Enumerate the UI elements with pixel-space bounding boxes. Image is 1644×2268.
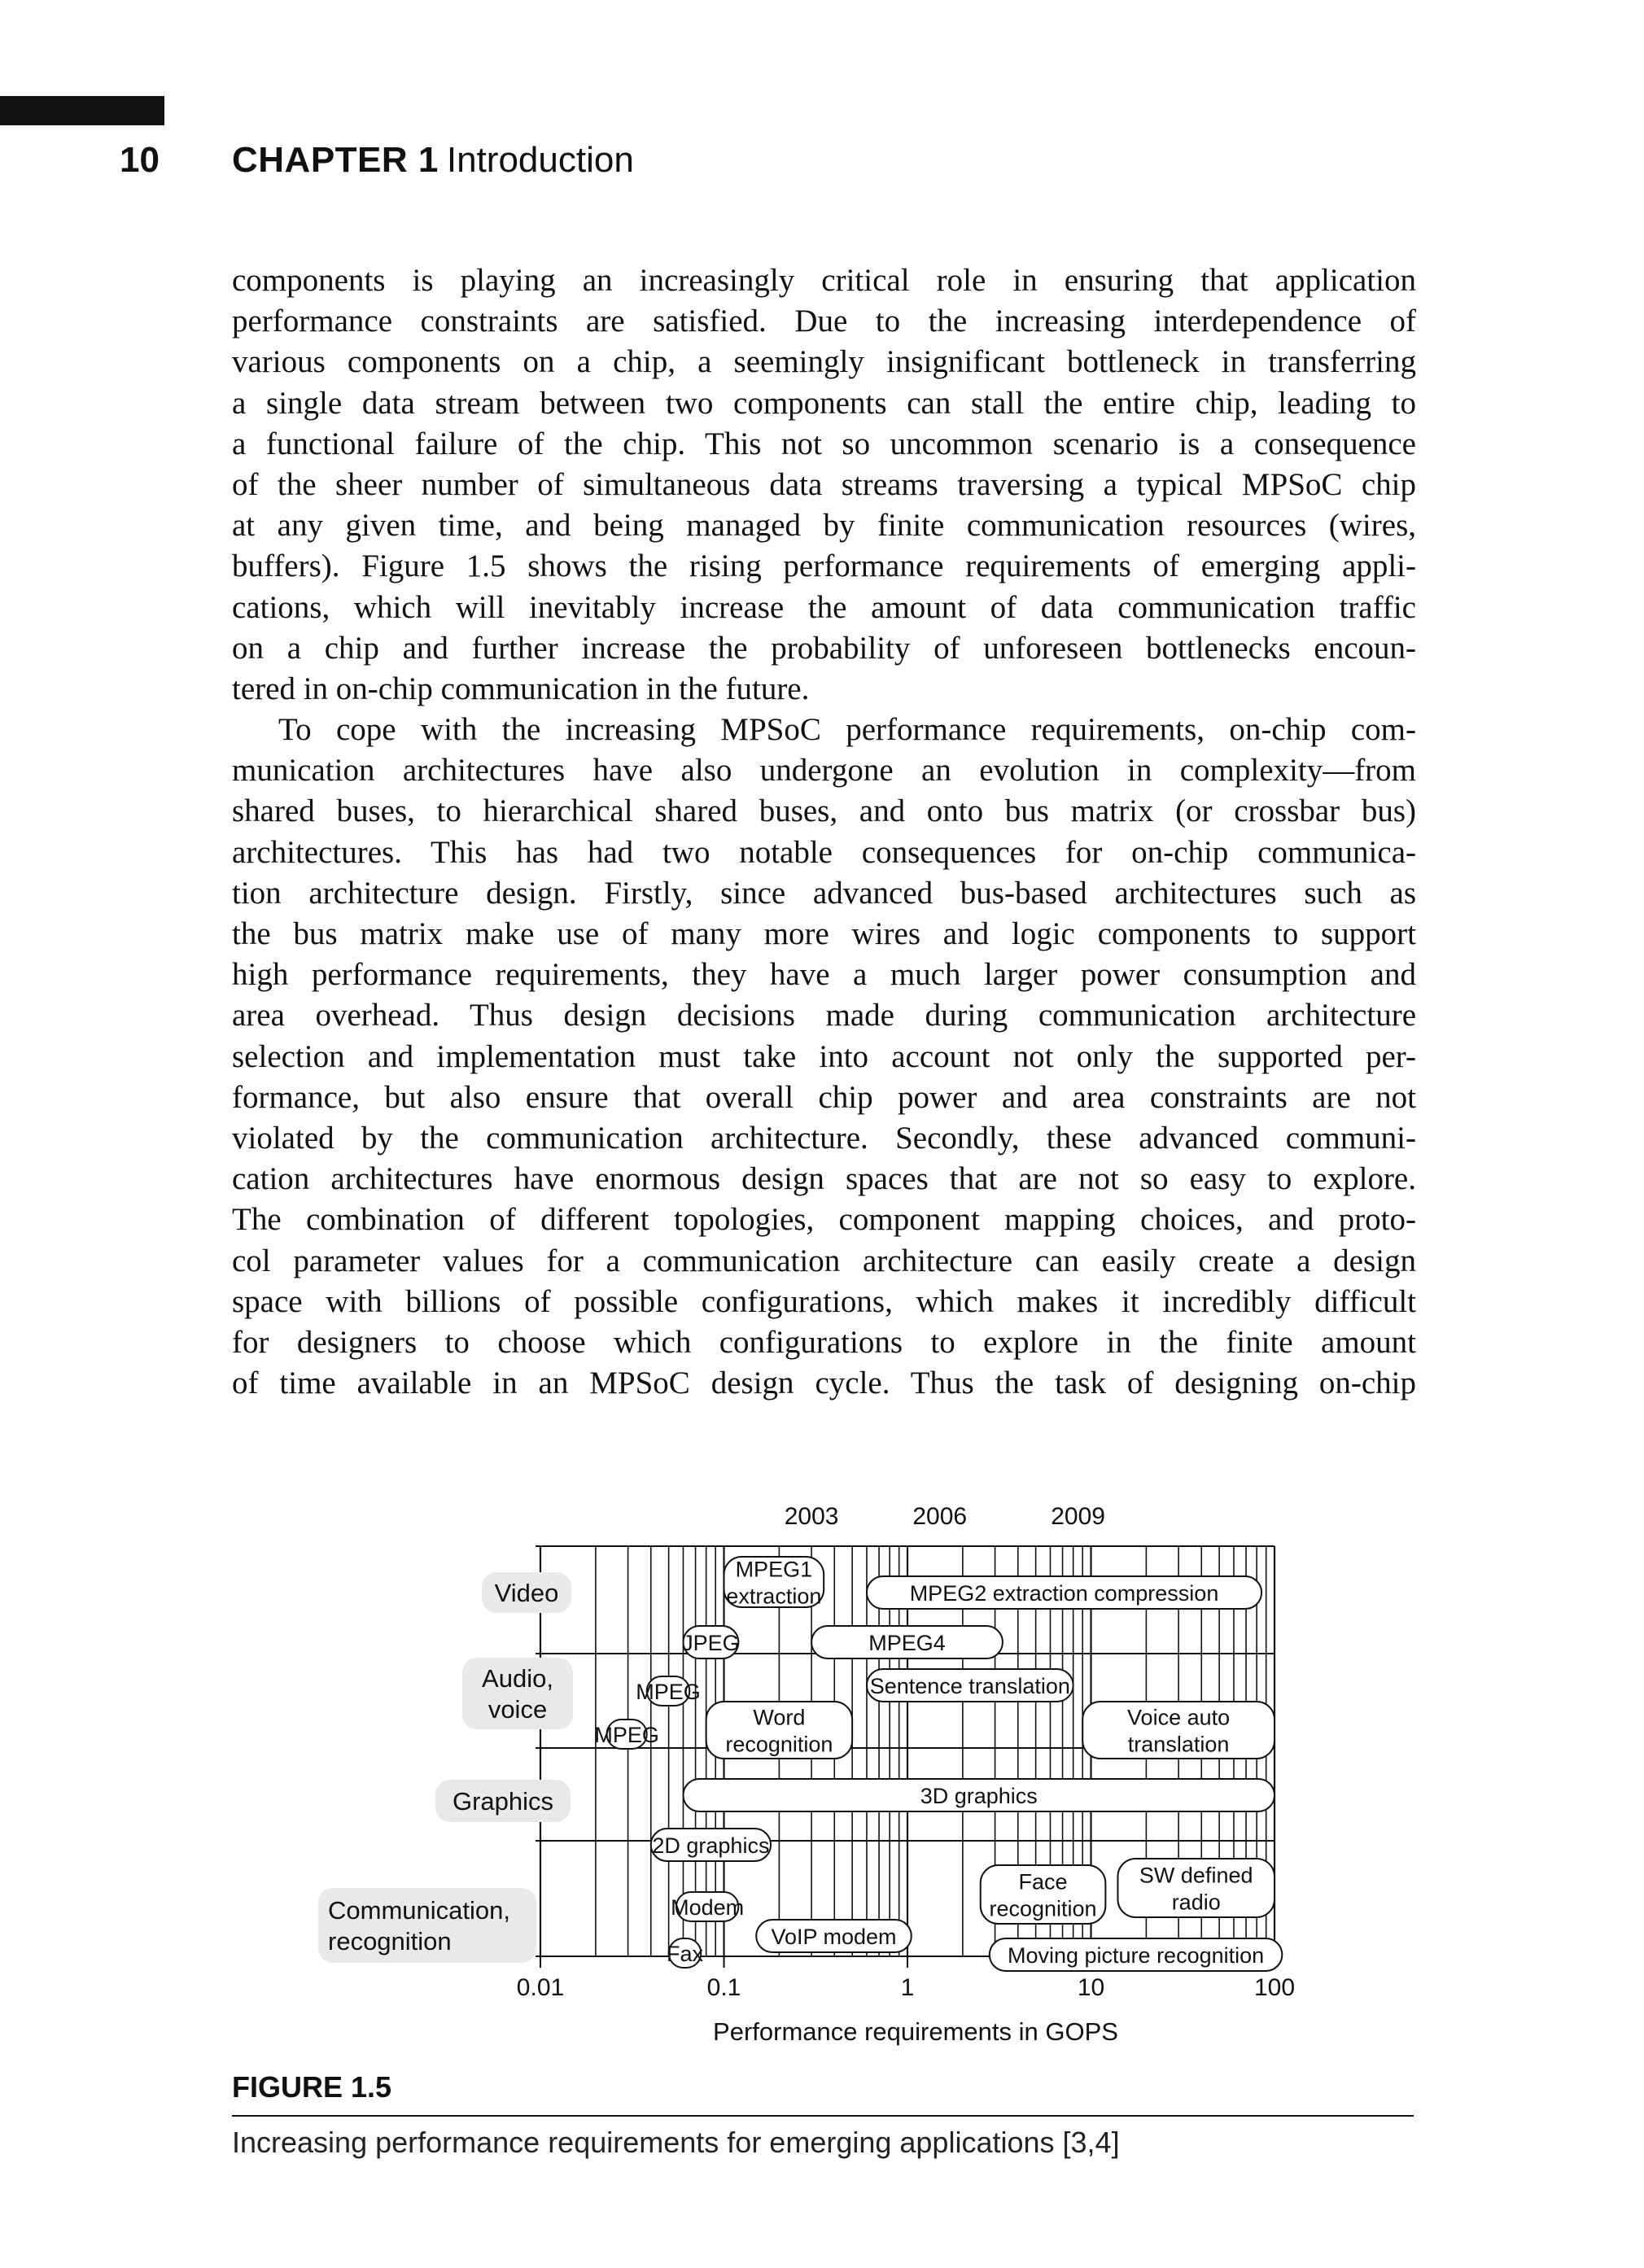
text-line: at any given time, and being managed by finite communication resources (wires, [232, 508, 1416, 544]
text-line: cations, which will inevitably increase the amount of data communication traffic [232, 589, 1416, 625]
text-line: selection and implementation must take into account not only the supported per- [232, 1038, 1416, 1074]
text-line: col parameter values for a communication architecture can easily create a design [232, 1243, 1416, 1278]
chapter-label: CHAPTER 1 [232, 140, 439, 180]
text-line: munication architectures have also undergone an evolution in complexity—from [232, 753, 1416, 789]
text-line: for designers to choose which configurations to explore in the finite amount [232, 1324, 1416, 1360]
application-label: recognition [989, 1896, 1097, 1921]
text-line: components is playing an increasingly critical role in ensuring that application [232, 263, 1416, 298]
application-label: Voice auto [1127, 1705, 1231, 1730]
x-tick-label: 100 [1253, 1974, 1296, 2001]
category-label: Audio, [482, 1664, 553, 1693]
year-marker-label: 2003 [784, 1503, 839, 1530]
category-label: Communication, [328, 1896, 510, 1925]
text-line: cation architectures have enormous design spaces that are not so easy to explore. [232, 1161, 1416, 1197]
text-line: space with billions of possible configurations, which makes it incredibly difficult [232, 1283, 1416, 1319]
application-label: Fax [666, 1942, 703, 1966]
application-label: MPEG [636, 1680, 701, 1704]
x-tick-label: 10 [1077, 1974, 1105, 2001]
application-label: MPEG [594, 1723, 659, 1747]
text-line: architectures. This has had two notable consequences for on-chip communica- [232, 834, 1416, 870]
text-line: area overhead. Thus design decisions made during communication architecture [232, 998, 1416, 1033]
application-label: radio [1171, 1890, 1221, 1915]
x-tick-label: 0.01 [516, 1974, 565, 2001]
application-label: Modem [671, 1895, 745, 1920]
chapter-title: Introduction [446, 140, 634, 180]
application-label: extraction [726, 1584, 822, 1609]
application-label: MPEG2 extraction compression [909, 1581, 1219, 1606]
figure-caption: Increasing performance requirements for emerging applications [3,4] [232, 2126, 1120, 2159]
year-marker-label: 2006 [912, 1503, 968, 1530]
text-line: of time available in an MPSoC design cycle. Thus the task of designing on-chip [232, 1366, 1416, 1401]
application-label: VoIP modem [771, 1925, 897, 1949]
category-label: recognition [328, 1927, 452, 1956]
text-line: a single data stream between two components can stall the entire chip, leading to [232, 385, 1416, 421]
text-line: buffers). Figure 1.5 shows the rising performance requirements of emerging appli- [232, 548, 1416, 584]
application-label: Face [1018, 1869, 1068, 1894]
year-marker-label: 2009 [1051, 1503, 1105, 1530]
category-label: Graphics [452, 1787, 554, 1816]
text-line: of the sheer number of simultaneous data streams traversing a typical MPSoC chip [232, 466, 1416, 502]
application-label: Sentence translation [869, 1674, 1070, 1698]
text-line: tered in on-chip communication in the future. [232, 671, 810, 706]
text-line: a functional failure of the chip. This not so uncommon scenario is a consequence [232, 426, 1416, 461]
text-line: the bus matrix make use of many more wires and logic components to support [232, 916, 1416, 951]
application-label: recognition [725, 1732, 833, 1757]
x-axis-label: Performance requirements in GOPS [713, 2017, 1118, 2046]
x-tick-label: 1 [900, 1974, 915, 2001]
application-label: SW defined [1139, 1863, 1253, 1888]
text-line: tion architecture design. Firstly, since advanced bus-based architectures such as [232, 875, 1416, 911]
x-tick-label: 0.1 [706, 1974, 741, 2001]
application-label: Moving picture recognition [1007, 1943, 1265, 1968]
application-label: Word [753, 1705, 806, 1730]
application-label: 3D graphics [920, 1784, 1038, 1808]
figure-label: FIGURE 1.5 [232, 2070, 392, 2104]
category-label: Video [494, 1579, 559, 1607]
application-label: translation [1127, 1732, 1230, 1757]
page-number: 10 [120, 140, 160, 180]
text-line: formance, but also ensure that overall chip power and area constraints are not [232, 1079, 1416, 1115]
application-label: 2D graphics [652, 1833, 770, 1858]
text-line: The combination of different topologies, component mapping choices, and proto- [232, 1202, 1416, 1238]
text-line: on a chip and further increase the probability of unforeseen bottlenecks encoun- [232, 630, 1416, 666]
application-label: JPEG [682, 1631, 740, 1655]
text-line: To cope with the increasing MPSoC performance requirements, on-chip com- [278, 712, 1416, 748]
text-line: performance constraints are satisfied. Due to the increasing interdependence of [232, 304, 1416, 339]
figure-caption-rule [232, 2115, 1414, 2117]
text-line: high performance requirements, they have a much larger power consumption and [232, 957, 1416, 993]
text-line: violated by the communication architecture. Secondly, these advanced communi- [232, 1120, 1416, 1156]
text-line: various components on a chip, a seemingly insignificant bottleneck in transferring [232, 344, 1416, 380]
application-label: MPEG4 [868, 1631, 946, 1655]
application-label: MPEG1 [735, 1557, 813, 1582]
category-label: voice [488, 1695, 548, 1724]
text-line: shared buses, to hierarchical shared buses, and onto bus matrix (or crossbar bus) [232, 793, 1416, 829]
